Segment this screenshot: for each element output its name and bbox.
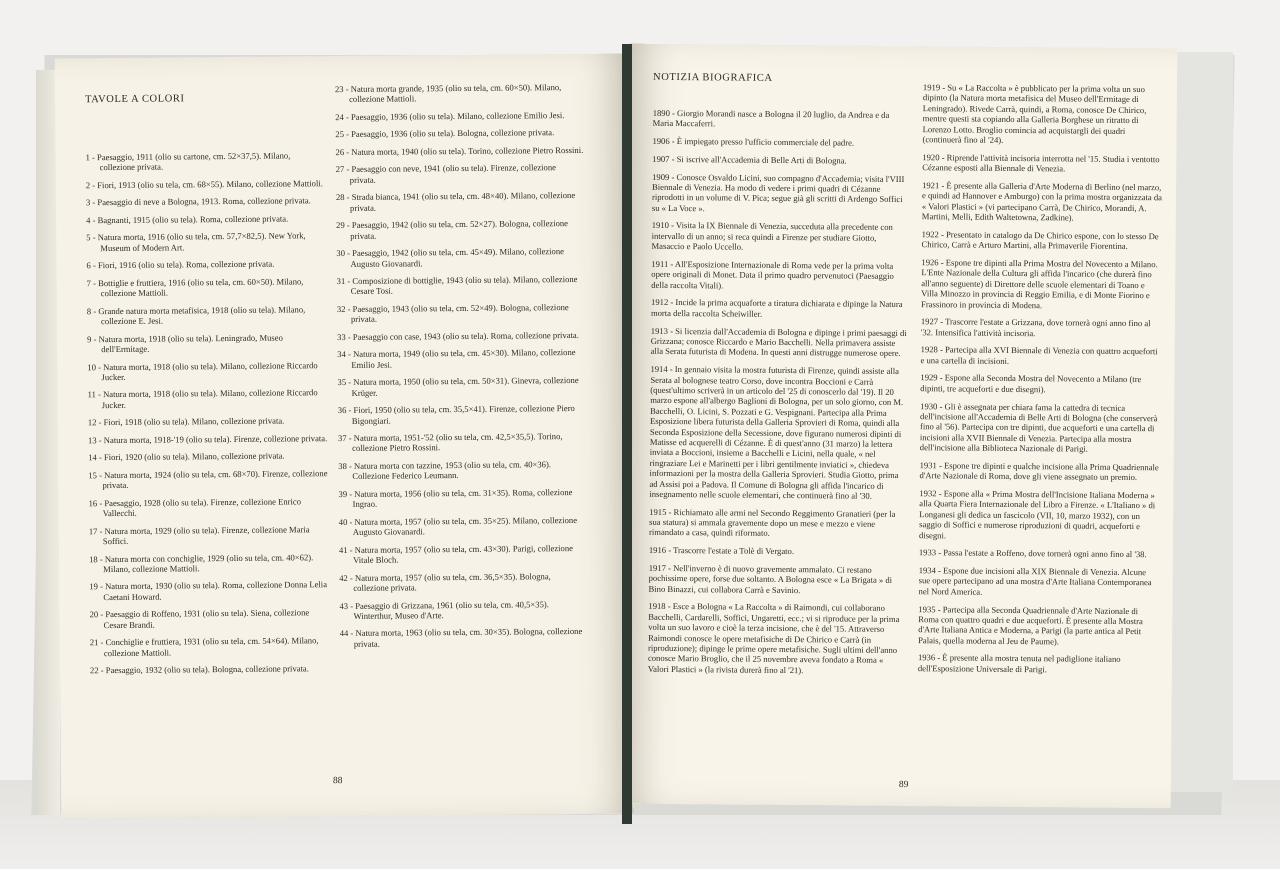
plate-entry: 35 - Natura morta, 1950 (olio su tela, cm. 50×31). Ginevra, collezione Krüger. — [337, 375, 579, 398]
plate-entry: 5 - Natura morta, 1916 (olio su tela, cm. 57,7×82,5). New York, Museum of Modern Art. — [86, 230, 306, 253]
plate-entry: 15 - Natura morta, 1924 (olio su tela, cm. 68×70). Firenze, collezione privata. — [88, 467, 328, 491]
biography-entry: 1932 - Espone alla « Prima Mostra dell'Incisione Italiana Moderna » alla Quarta Fiera Internazionale del Libro a Firenze. « L'Italiano » di Longanesi gli dedica un fascicolo (VII, 10, marzo 1932), con un saggio di Soffici e numerose riproduzioni di quadri, acqueforti e disegni. — [919, 488, 1156, 540]
plate-entry: 40 - Natura morta, 1957 (olio su tela, cm. 35×25). Milano, collezione Augusto Giovanardi. — [338, 514, 578, 538]
biography-column-1 — [648, 108, 911, 684]
plate-entry: 24 - Paesaggio, 1936 (olio su tela). Milano, collezione Emilio Jesi. — [335, 109, 565, 122]
page-number-right: 89 — [898, 780, 909, 791]
biography-entry: 1907 - Si iscrive all'Accademia di Belle Arti di Bologna. — [652, 153, 847, 166]
plate-entry: 30 - Paesaggio, 1942 (olio su tela, cm. 45×49). Milano, collezione Augusto Giovanardi. — [336, 246, 564, 269]
biography-entry: 1931 - Espone tre dipinti e qualche incisione alla Prima Quadriennale d'Arte Nazionale di Roma, dove gli viene assegnato un premio. — [919, 460, 1159, 483]
plate-entry: 43 - Paesaggio di Grizzana, 1961 (olio su tela, cm. 40,5×35). Winterthur, Museo d'Arte. — [339, 598, 549, 621]
plate-entry: 17 - Natura morta, 1929 (olio su tela). Firenze, collezione Maria Soffici. — [88, 523, 310, 547]
plate-entry: 44 - Natura morta, 1963 (olio su tela, cm. 30×35). Bologna, collezione privata. — [339, 626, 583, 649]
plate-entry: 42 - Natura morta, 1957 (olio su tela, cm. 36,5×35). Bologna, collezione privata. — [339, 570, 551, 593]
biography-entry: 1917 - Nell'inverno è di nuovo gravemente ammalato. Ci restano pochissime opere, forse due soltanto. A Bologna esce « La Brigata » di Bino Binazzi, cui collabora Carrà e Savinio. — [648, 562, 893, 595]
plate-entry: 31 - Composizione di bottiglie, 1943 (olio su tela). Milano, collezione Cesare Tosi. — [336, 273, 578, 297]
biography-entry: 1915 - Richiamato alle armi nel Secondo Reggimento Granatieri (per la sua statura) si ammala gravemente dopo un mese e mezzo e viene rimandato a casa, quindi riformato. — [649, 506, 896, 539]
plate-entry: 41 - Natura morta, 1957 (olio su tela, cm. 43×30). Parigi, collezione Vitale Bloch. — [338, 542, 573, 566]
biography-entry: 1926 - Espone tre dipinti alla Prima Mostra del Novecento a Milano. L'Ente Nazionale della Cultura gli affida l'incarico (che durerà fino all'anno seguente) di Direttore delle scuole elementari di Toano e Villa Minozzo in provincia di Reggio Emilia, e di Monte Fiorino e Frassinoro in provincia di Modena. — [921, 257, 1158, 310]
biography-entry: 1914 - In gennaio visita la mostra futurista di Firenze, quindi assiste alla Serata al bolognese teatro Corso, dove incontra Boccioni e Carrà (quest'ultimo scriverà in un articolo del '25 di conoscerlo dal '19). Il 20 marzo espone all'albergo Baglioni di Bologna, per un solo giorno, con M. Bacchelli, O. Licini, S. Pozzati e G. Vespignani. Partecipa alla Prima Esposizione libera futurista della Galleria Sprovieri di Roma, quindi alla Seconda Esposizione della Secessione, dove figurano numerosi dipinti di Matisse ed acquerelli di Cézanne. È di quest'anno (31 marzo) la lettera inviata a Boccioni, insieme a Bacchelli e Licini, nella quale, « nel ringraziare Lei e Marinetti per i libri gentilmente inviatici », chiedeva informazioni per la mostra della Galleria Sprovieri. Studia Giotto, prima ad Assisi poi a Padova. Il Comune di Bologna gli affida l'incarico di insegnamento nelle scuole elementari, che continuerà fino al '30. — [649, 363, 904, 501]
plate-entry: 18 - Natura morta con conchiglie, 1929 (olio su tela, cm. 40×62). Milano, collezione Mattioli. — [89, 551, 314, 575]
plate-entry: 10 - Natura morta, 1918 (olio su tela). Milano, collezione Riccardo Jucker. — [87, 359, 318, 383]
biography-entry: 1934 - Espone due incisioni alla XIX Biennale di Venezia. Alcune sue opere partecipano ad una mostra d'Arte Italiana Contemporanea nel Nord America. — [918, 565, 1152, 597]
biography-entry: 1929 - Espone alla Seconda Mostra del Novecento a Milano (tre dipinti, tre acqueforti e due disegni). — [920, 372, 1142, 395]
plate-entry: 11 - Natura morta, 1918 (olio su tela). Milano, collezione Riccardo Jucker. — [87, 387, 318, 410]
biography-entry: 1906 - È impiegato presso l'ufficio commerciale del padre. — [652, 135, 855, 148]
plate-entry: 3 - Paesaggio di neve a Bologna, 1913. Roma, collezione privata. — [85, 195, 311, 208]
biography-entry: 1911 - All'Esposizione Internazionale di Roma vede per la prima volta opere originali di Monet. Data il primo quadro pervenutoci (Paesaggio della raccolta Vitali). — [651, 258, 894, 291]
plate-entry: 32 - Paesaggio, 1943 (olio su tela, cm. 52×49). Bologna, collezione privata. — [336, 301, 569, 325]
plate-entry: 20 - Paesaggio di Roffeno, 1931 (olio su tela). Siena, collezione Cesare Brandi. — [89, 607, 310, 630]
biography-entry: 1918 - Esce a Bologna « La Raccolta » di Raimondi, cui collaborano Bacchelli, Cardarelli, Soffici, Ungaretti, ecc.; vi si riproduce per la prima volta un suo lavoro e cioè la terza incisione, che è del '15. Attraverso Raimondi conosce le opere metafisiche di De Chirico e Carrà (in riproduzione); dipinge le prime opere metafisiche. Sugli ultimi dell'anno conosce Mario Broglio, che il 25 novembre aveva fondato a Roma « Valori Plastici » (la rivista durerà fino al '21). — [647, 601, 900, 676]
right-page-heading: NOTIZIA BIOGRAFICA — [652, 71, 773, 84]
plate-entry: 8 - Grande natura morta metafisica, 1918 (olio su tela). Milano, collezione E. Jesi. — [86, 304, 306, 327]
plate-entry: 7 - Bottiglie e fruttiera, 1916 (olio su tela, cm. 60×50). Milano, collezione Mattioli. — [86, 276, 304, 299]
plate-entry: 37 - Natura morta, 1951-'52 (olio su tela, cm. 42,5×35,5). Torino, collezione Pietro Rossini. — [337, 431, 563, 454]
left-page — [55, 54, 634, 819]
biography-column-2 — [918, 82, 1163, 683]
book-spine — [622, 44, 632, 824]
plate-entry: 4 - Bagnanti, 1915 (olio su tela). Roma, collezione privata. — [86, 213, 289, 226]
plate-entry: 28 - Strada bianca, 1941 (olio su tela, cm. 48×40). Milano, collezione privata. — [335, 190, 576, 213]
page-number-left: 88 — [332, 776, 343, 787]
plate-entry: 22 - Paesaggio, 1932 (olio su tela). Bologna, collezione privata. — [89, 663, 309, 676]
plate-entry: 26 - Natura morta, 1940 (olio su tela). Torino, collezione Pietro Rossini. — [335, 144, 584, 157]
biography-entry: 1935 - Partecipa alla Seconda Quadriennale d'Arte Nazionale di Roma con quattro quadri e due acqueforti. È presente alla Mostra d'Arte Italiana Antica e Moderna, a Parigi (la parte antica al Petit Palais, quella moderna al Jeu de Paume). — [918, 603, 1143, 647]
plate-entry: 13 - Natura morta, 1918-'19 (olio su tela). Firenze, collezione privata. — [87, 432, 328, 446]
plates-list-column-1 — [86, 150, 331, 683]
biography-entry: 1933 - Passa l'estate a Roffeno, dove tornerà ogni anno fino al '38. — [918, 547, 1147, 560]
plate-entry: 39 - Natura morta, 1956 (olio su tela, cm. 31×35). Roma, collezione Ingrao. — [338, 486, 573, 510]
biography-entry: 1920 - Riprende l'attività incisoria interrotta nel '15. Studia i ventotto Cézanne esposti alla Biennale di Venezia. — [922, 151, 1160, 174]
plate-entry: 27 - Paesaggio con neve, 1941 (olio su tela). Firenze, collezione privata. — [335, 162, 556, 185]
biography-entry: 1916 - Trascorre l'estate a Tolè di Vergato. — [648, 545, 795, 557]
plate-entry: 6 - Fiori, 1916 (olio su tela). Roma, collezione privata. — [86, 258, 275, 271]
plate-entry: 14 - Fiori, 1920 (olio su tela). Milano, collezione privata. — [88, 450, 285, 463]
biography-entry: 1921 - È presente alla Galleria d'Arte Moderna di Berlino (nel marzo, e quindi ad Hannover e Amburgo) con la prima mostra organizzata da « Valori Plastici » (vi partecipano Carrà, De Chirico, Morandi, A. Martini, Melli, Edith Waltetowna, Zadkine). — [921, 180, 1163, 223]
plate-entry: 2 - Fiori, 1913 (olio su tela, cm. 68×55). Milano, collezione Mattioli. — [85, 178, 323, 191]
plate-entry: 9 - Natura morta, 1918 (olio su tela). Leningrado, Museo dell'Ermitage. — [87, 332, 283, 355]
biography-entry: 1922 - Presentato in catalogo da De Chirico espone, con lo stesso De Chirico, Carrà e Arturo Martini, alla Primaverile Fiorentina. — [921, 228, 1159, 252]
plate-entry: 25 - Paesaggio, 1936 (olio su tela). Bologna, collezione privata. — [335, 127, 555, 140]
biography-entry: 1890 - Giorgio Morandi nasce a Bologna il 20 luglio, da Andrea e da Maria Maccaferri. — [652, 107, 890, 129]
plate-entry: 1 - Paesaggio, 1911 (olio su cartone, cm. 52×37,5). Milano, collezione privata. — [85, 150, 291, 173]
biography-entry: 1928 - Partecipa alla XVI Biennale di Venezia con quattro acqueforti e una cartella di incisioni. — [920, 344, 1158, 366]
plate-entry: 23 - Natura morta grande, 1935 (olio su tela, cm. 60×50). Milano, collezione Mattioli. — [334, 82, 562, 105]
plate-entry: 19 - Natura morta, 1930 (olio su tela). Roma, collezione Donna Lelia Caetani Howard. — [89, 579, 328, 602]
plate-entry: 12 - Fiori, 1918 (olio su tela). Milano, collezione privata. — [87, 415, 285, 428]
biography-entry: 1927 - Trascorre l'estate a Grizzana, dove tornerà ogni anno fino al '32. Intensifica l'attività incisoria. — [920, 316, 1151, 338]
left-page-heading: TAVOLE A COLORI — [85, 93, 185, 106]
plates-list-column-2 — [335, 82, 588, 656]
biography-entry: 1913 - Si licenzia dall'Accademia di Bologna e dipinge i primi paesaggi di Grizzana; conosce Riccardo e Mario Bacchelli. Nella primavera assiste alla Serata futurista di Modena. In questi anni distrugge numerose opere. — [650, 325, 907, 359]
biography-entry: 1930 - Gli è assegnata per chiara fama la cattedra di tecnica dell'incisione all'Accademia di Belle Arti di Bologna (che conserverà fino al '56). Partecipa con tre dipinti, due acqueforti e una cartella di incisioni alla XVII Biennale di Venezia. Partecipa alla mostra dell'incisione alla Biblioteca Nazionale di Parigi. — [919, 400, 1158, 454]
biography-entry: 1910 - Visita la IX Biennale di Venezia, succeduta alla precedente con intervallo di un anno; si reca quindi a Firenze per studiare Giotto, Masaccio e Paolo Uccello. — [651, 220, 893, 252]
biography-entry: 1919 - Su « La Raccolta » è pubblicato per la prima volta un suo dipinto (la Natura morta metafisica del Museo dell'Ermitage di Leningrado). Rivede Carrà, quindi, a Roma, conosce De Chirico, mentre questi sta copiando alla Galleria Borghese un ritratto di Lorenzo Lotto. Broglio comincia ad acquistargli dei quadri (continuerà fino al '24). — [922, 82, 1147, 145]
plate-entry: 38 - Natura morta con tazzine, 1953 (olio su tela, cm. 40×36). Collezione Federico Leumann. — [338, 459, 552, 482]
plate-entry: 33 - Paesaggio con case, 1943 (olio su tela). Roma, collezione privata. — [337, 329, 579, 342]
right-page — [623, 44, 1178, 809]
biography-entry: 1912 - Incide la prima acquaforte a tiratura dichiarata e dipinge la Natura morta della raccolta Scheiwiller. — [650, 297, 903, 319]
plate-entry: 36 - Fiori, 1950 (olio su tela, cm. 35,5×41). Firenze, collezione Piero Bigongiari. — [337, 403, 575, 426]
biography-entry: 1909 - Conosce Osvaldo Licini, suo compagno d'Accademia; visita l'VIII Biennale di Venezia. Ha modo di vedere i primi quadri di Cézanne riprodotti in un volume di V. Pica; segue già gli scritti di Ardengo Soffici su « La Voce ». — [651, 171, 905, 214]
plate-entry: 21 - Conchiglie e fruttiera, 1931 (olio su tela, cm. 54×64). Milano, collezione Mattioli. — [89, 635, 319, 658]
biography-entry: 1936 - È presente alla mostra tenuta nel padiglione italiano dell'Esposizione Universale di Parigi. — [917, 652, 1121, 675]
plate-entry: 16 - Paesaggio, 1928 (olio su tela). Firenze, collezione Enrico Vallecchi. — [88, 496, 302, 519]
plate-entry: 29 - Paesaggio, 1942 (olio su tela, cm. 52×27). Bologna, collezione privata. — [336, 218, 569, 241]
plate-entry: 34 - Natura morta, 1949 (olio su tela, cm. 45×30). Milano, collezione Emilio Jesi. — [337, 347, 576, 370]
